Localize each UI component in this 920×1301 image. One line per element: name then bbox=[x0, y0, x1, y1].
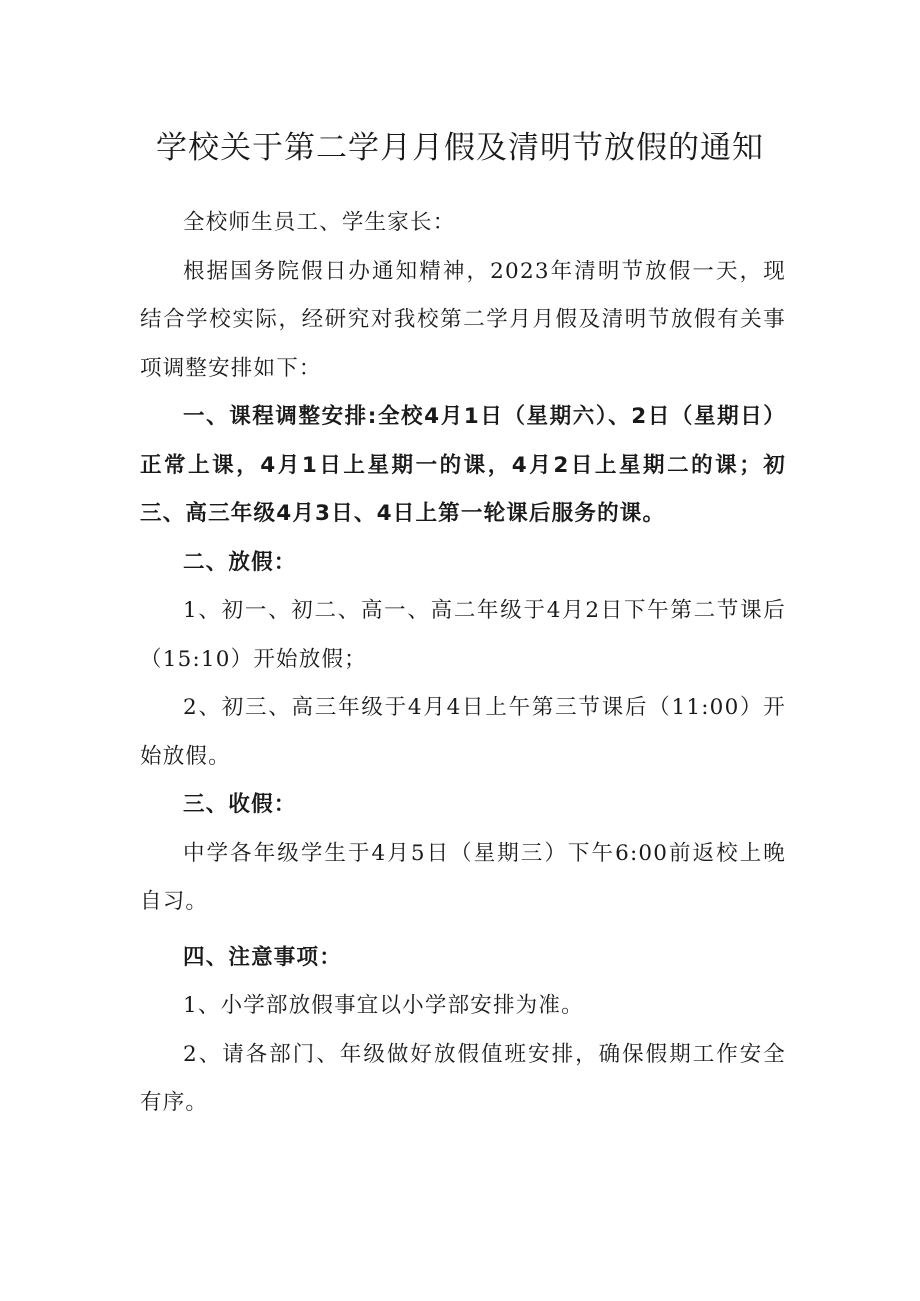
notes-item-2: 2、请各部门、年级做好放假值班安排，确保假期工作安全有序。 bbox=[140, 1041, 786, 1115]
section-heading-holiday: 二、放假： bbox=[183, 549, 297, 575]
section-heading-return: 三、收假： bbox=[183, 792, 297, 817]
holiday-item-1: 1、初一、初二、高一、高二年级于4月2日下午第二节课后（15:10）开始放假； bbox=[140, 598, 786, 672]
section-text: 全校4月1日（星期六）、2日（星期日）正常上课，4月1日上星期一的课，4月2日上星期二的课；初三、高三年级4月3日、4日上第一轮课后服务的课。 bbox=[140, 404, 786, 526]
intro-paragraph: 根据国务院假日办通知精神，2023年清明节放假一天，现结合学校实际，经研究对我校第二学月月假及清明节放假有关事项调整安排如下： bbox=[140, 258, 786, 381]
section-heading: 一、课程调整安排: bbox=[183, 404, 378, 429]
notes-item-1: 1、小学部放假事宜以小学部安排为准。 bbox=[183, 993, 584, 1018]
section-heading-notes: 四、注意事项： bbox=[183, 944, 342, 970]
section-course-adjustment bbox=[140, 393, 786, 539]
return-text: 中学各年级学生于4月5日（星期三）下午6:00前返校上晚自习。 bbox=[140, 840, 786, 914]
holiday-item-2: 2、初三、高三年级于4月4日上午第三节课后（11:00）开始放假。 bbox=[140, 695, 786, 769]
document-body bbox=[140, 199, 786, 1128]
salutation: 全校师生员工、学生家长： bbox=[183, 210, 456, 235]
document-title: 学校关于第二学月月假及清明节放假的通知 bbox=[156, 130, 764, 166]
